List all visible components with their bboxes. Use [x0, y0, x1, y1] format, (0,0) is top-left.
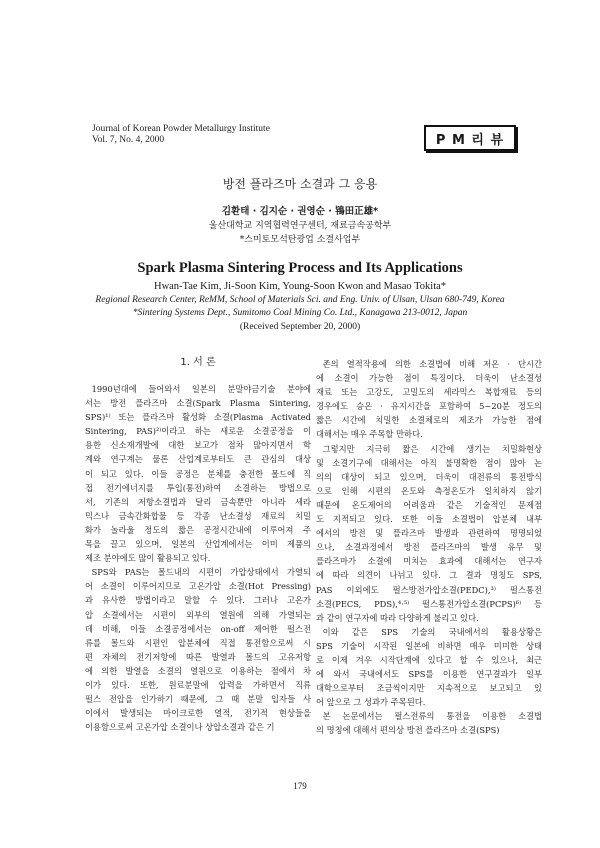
korean-affiliation-2: *스미토모석탄광업 소결사업부 — [239, 235, 361, 245]
text-line: 존의 열적작용에 의한 소결법에 비해 저온 · 단시간 — [322, 359, 542, 369]
text-line: 도 지적되고 있다. 또한 이들 소결법이 압분체 내부 — [316, 514, 542, 525]
page-number: 179 — [293, 781, 307, 791]
text-line: 에 소결이 가능한 점이 특징이다. 더욱이 난소결성 — [316, 373, 542, 384]
text-line: 이용함으로써 고온가압 소결이나 상압소결과 같은 기 — [85, 722, 275, 733]
text-line: 으로 인해 시편의 온도와 측정온도가 일치하지 않기 — [316, 485, 542, 496]
text-line: SPS)¹⁾ 또는 플라즈마 활성화 소결(Plasma Activated — [85, 412, 311, 423]
text-line: Sintering, PAS)²⁾이라고 하는 새로운 소결공정을 이 — [85, 426, 311, 437]
korean-title: 방전 플라즈마 소결과 그 응용 — [222, 177, 378, 191]
text-line: 펄스 전압을 인가하기 때문에, 그 때 분말 입자들 사 — [85, 694, 311, 705]
text-line: 으나, 소결과정에서 방전 플라즈마의 발생 유무 및 — [316, 542, 542, 553]
text-line: 그렇지만 지극히 짧은 시간에 생기는 치밀화현상 — [322, 443, 542, 454]
text-line: 압 소결에서는 시편이 외부의 열원에 의해 가열되는 — [85, 609, 311, 620]
text-line: 1990년대에 들어와서 일본의 분말야금기술 분야에 — [91, 384, 311, 394]
text-line: 에 와서 국내에서도 SPS를 이용한 연구결과가 일부 — [316, 669, 542, 680]
journal-header — [92, 124, 270, 146]
received-date: (Received September 20, 2000) — [239, 322, 361, 332]
text-line: 때문에 온도제어의 어려움과 같은 기술적인 문제점 — [316, 499, 542, 510]
section-heading: 1. 서 론 — [180, 357, 216, 368]
text-line: PAS 이외에도 펄스방전가압소결(PEDC),³⁾ 펄스통전 — [316, 584, 542, 595]
text-line: 편 자체의 전기저항에 따른 발열과 몰드의 고유저항 — [85, 651, 311, 662]
english-affiliation-2: *Sintering Systems Dept., Sumitomo Coal Mining Co. Ltd., Kanagawa 213-0012, Japan — [132, 308, 468, 318]
text-line: 류를 몰드와 시편인 압분체에 직접 통전함으로써 시 — [85, 637, 311, 648]
text-line: 짧은 시간에 치밀한 소결체로의 제조가 가능한 점에 — [316, 415, 542, 426]
text-line: 이에서 발생되는 마이크로한 열적, 전기적 현상들을 — [85, 708, 311, 719]
left-column — [85, 356, 311, 734]
text-line: 목을 끌고 있으며, 일본의 산업계에서는 이미 제품의 — [85, 539, 311, 550]
right-column — [316, 357, 542, 738]
text-line: SPS와 PAS는 몰드내의 시편이 가압상태에서 가열되 — [91, 567, 311, 578]
text-line: 어 소결이 이루어지므로 고온가압 소결(Hot Pressing) — [85, 581, 311, 592]
text-line: 의의 대상이 되고 있으며, 더욱이 대전류의 통전방식 — [316, 471, 542, 482]
text-line: 플라즈마가 소결에 미치는 효과에 대해서는 연구자 — [316, 556, 542, 567]
text-line: 에서의 방전 및 플라즈마 발생과 관련하여 명명되었 — [316, 528, 542, 539]
text-line: 계와 연구계는 물론 산업계로부터도 큰 관심의 대상 — [85, 454, 311, 465]
text-line: 이 되고 있다. 이들 공정은 분체를 충전한 몰드에 직 — [85, 468, 311, 479]
korean-affiliation-1: 울산대학교 지역협력연구센터, 재료금속공학부 — [208, 221, 392, 231]
text-line: 소결(PECS, PDS),⁴·⁵⁾ 펄스통전가압소결(PCPS)⁶⁾ 등 — [316, 598, 542, 609]
english-title: Spark Plasma Sintering Process and Its Applications — [137, 260, 463, 276]
english-affiliation-1: Regional Research Center, ReMM, School of Materials Sci. and Eng. Univ. of Ulsan, Ulsan 680-749, Korea — [95, 295, 505, 305]
text-line: 데 비해, 이들 소결공정에서는 on-off 제어한 펄스전 — [85, 623, 311, 634]
journal-name: Journal of Korean Powder Metallurgy Institute — [92, 124, 270, 134]
korean-authors: 김환태 · 김지순 · 권영순 · 鴇田正雄* — [221, 206, 379, 217]
text-line: 본 논문에서는 펄스전류의 통전을 이용한 소결법 — [322, 711, 542, 722]
text-line: 과 같이 연구자에 따라 다양하게 불리고 있다. — [316, 612, 479, 623]
text-line: 믹스나 금속간화합물 등 각종 난소결성 재료의 치밀 — [85, 510, 311, 521]
text-line: 과 유사한 방법이라고 말할 수 있다. 그러나 고온가 — [85, 595, 311, 606]
text-line: 용한 신소재개발에 대한 보고가 점차 많아지면서 학 — [85, 440, 311, 451]
text-line: 에 의한 발열을 소결의 열원으로 이용하는 점에서 차 — [85, 665, 311, 676]
text-line: 어 앞으로 그 성과가 주목된다. — [316, 697, 426, 708]
text-line: 이가 있다. 또한, 원료분말에 압력을 가하면서 직류 — [85, 679, 311, 690]
text-line: 대학으로부터 조금씩이지만 지속적으로 보고되고 있 — [316, 683, 542, 694]
english-authors: Hwan-Tae Kim, Ji-Soon Kim, Young-Soon Kwon and Masao Tokita* — [153, 281, 447, 292]
text-line: 로 이제 겨우 시작단계에 있다고 할 수 있으나, 최근 — [316, 654, 542, 665]
text-line: SPS 기술이 시작된 일본에 비하면 매우 미미한 상태 — [316, 640, 542, 651]
text-line: 및 소결기구에 대해서는 아직 불명확한 점이 많아 논 — [316, 457, 542, 468]
text-line: 서, 기존의 저항소결법과 달리 금속뿐만 아니라 세라 — [85, 496, 311, 507]
text-line: 화가 놀라울 정도의 짧은 공정시간내에 이루어져 주 — [85, 524, 311, 535]
text-line: 대해서는 매우 주목할 만하다. — [316, 429, 423, 440]
text-line: 경우에도 승온 · 유지시간을 포함하여 5~20분 정도의 — [316, 401, 542, 412]
text-line: 서는 방전 플라즈마 소결(Spark Plasma Sintering, — [85, 398, 311, 409]
text-line: 접 전기에너지를 투입(통전)하여 소결하는 방법으로 — [85, 482, 311, 493]
text-line: 의 명칭에 대해서 편의상 방전 플라즈마 소결(SPS) — [316, 725, 500, 736]
journal-volume: Vol. 7, No. 4, 2000 — [92, 135, 165, 145]
text-line: 재료 또는 고강도, 고밀도의 세라믹스 복합재료 등의 — [316, 387, 542, 398]
pm-review-badge: P M 리 뷰 — [424, 125, 516, 151]
text-line: 에 따라 의견이 나뉘고 있다. 그 결과 명칭도 SPS, — [316, 570, 542, 581]
text-line: 제조 분야에도 많이 활용되고 있다. — [85, 553, 211, 564]
text-line: 이와 같은 SPS 기술의 국내에서의 활용상황은 — [322, 626, 542, 637]
